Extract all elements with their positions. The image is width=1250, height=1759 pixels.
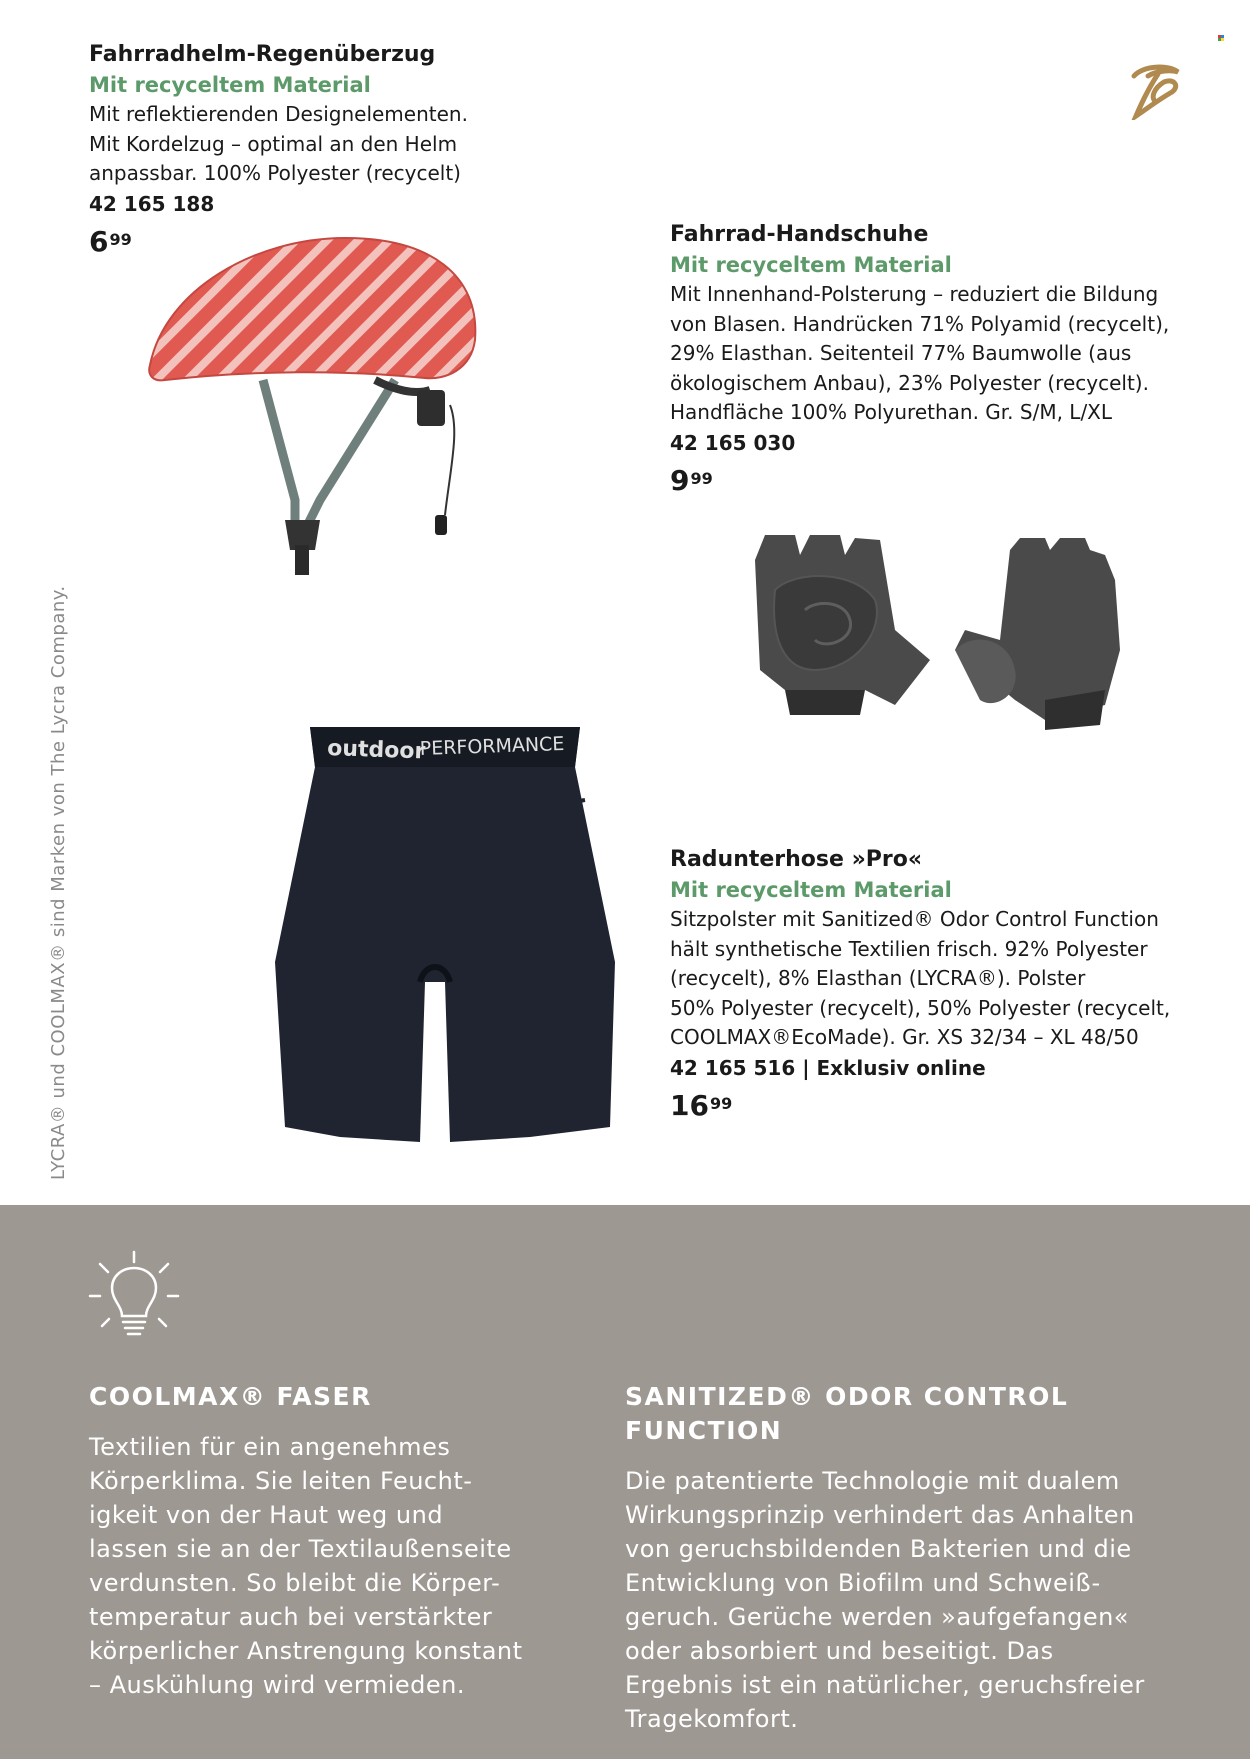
helmet-cover-image [145,230,485,605]
product-cycling-shorts [670,845,1230,1123]
shorts-brand-bold: outdoor [326,736,426,765]
product-title: Radunterhose »Pro« [670,847,923,872]
product-price: $9^{99}$ [670,463,713,497]
info-coolmax [89,1380,589,1702]
info-text: Textilien für ein angenehmes Körperklima. Sie leiten Feucht- igkeit von der Haut weg und lassen sie an der Textilaußenseite verdunsten. So bleibt die Körper- temperatur auch bei verstärkter körperlicher Anstrengung konstant – Auskühlung wird vermieden. [89,1433,523,1699]
info-text: Die patentierte Technologie mit dualem Wirkungsprinzip verhindert das Anhalten von geruchsbildenden Bakterien und die Entwicklung von Biofilm und Schweiß- geruch. Gerüche werden »aufgefangen« oder absorbiert und beseitigt. Das Ergebnis ist ein natürlicher, geruchsfreier Tragekomfort. [625,1467,1145,1733]
product-title: Fahrrad-Handschuhe [670,222,929,247]
info-heading: COOLMAX® FASER [89,1382,372,1411]
product-article-number: 42 165 516 | Exklusiv online [670,1055,986,1080]
product-subtitle: Mit recyceltem Material [670,253,952,277]
product-title: Fahrradhelm-Regenüberzug [89,42,436,67]
trademark-side-note: LYCRA® und COOLMAX® sind Marken von The Lycra Company. [48,585,69,1180]
info-heading: SANITIZED® ODOR CONTROL FUNCTION [625,1382,1069,1445]
tchibo-logo-icon [1128,62,1184,120]
product-description: Mit reflektierenden Designelementen. Mit Kordelzug – optimal an den Helm anpassbar. 100% Polyester (recycelt) [89,102,468,185]
product-helmet-cover [89,40,549,259]
product-description: Mit Innenhand-Polsterung – reduziert die Bildung von Blasen. Handrücken 71% Polyamid (recycelt), 29% Elasthan. Seitenteil 77% Baumwolle (aus ökologischem Anbau), 23% Polyester (recycelt). Handfläche 100% Polyurethan. Gr. S/M, L/XL [670,282,1170,424]
shorts-brand-text: PERFORMANCE [419,732,565,760]
light-bulb-icon [88,1250,180,1342]
product-description: Sitzpolster mit Sanitized® Odor Control Function hält synthetische Textilien frisch. 92% Polyester (recycelt), 8% Elasthan (LYCRA®). Polster 50% Polyester (recycelt), 50% Polyester (recycelt, COOLMAX®EcoMade). Gr. XS 32/34 – XL 48/50 [670,907,1171,1049]
product-article-number: 42 165 030 [670,430,796,455]
gloves-image [745,530,1135,740]
shorts-image [275,722,620,1147]
product-price: $6^{99}$ [89,224,132,258]
product-subtitle: Mit recyceltem Material [89,73,371,97]
product-gloves [670,220,1230,498]
color-marker-icon [1218,35,1224,41]
product-price: $16^{99}$ [670,1088,733,1122]
info-sanitized [625,1380,1235,1736]
product-article-number: 42 165 188 [89,191,215,216]
info-panel [0,1205,1250,1759]
product-subtitle: Mit recyceltem Material [670,878,952,902]
